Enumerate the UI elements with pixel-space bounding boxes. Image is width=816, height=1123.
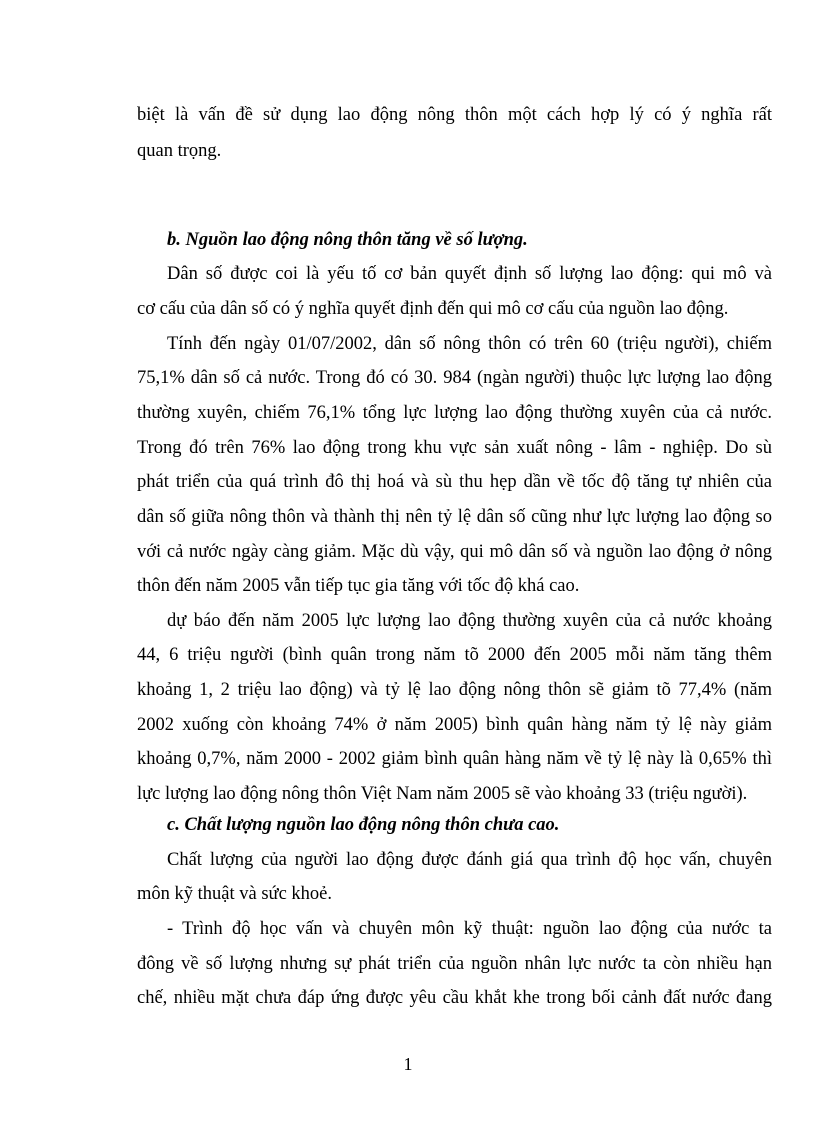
section-b-para2-line-3: thường xuyên, chiếm 76,1% tổng lực lượng lao động thường xuyên của cả nước. [137, 403, 772, 423]
section-c-heading: c. Chất lượng nguồn lao động nông thôn chưa cao. [167, 815, 560, 835]
section-b-para3-line-4: 2002 xuống còn khoảng 74% ở năm 2005) bình quân hàng năm tỷ lệ này giảm [137, 715, 772, 735]
section-b-para3-line-5: khoảng 0,7%, năm 2000 - 2002 giảm bình quân hàng năm về tỷ lệ này là 0,65% thì [137, 749, 772, 769]
intro-line-1: biệt là vấn đề sử dụng lao động nông thôn một cách hợp lý có ý nghĩa rất [137, 105, 772, 125]
section-b-para3-line-1: dự báo đến năm 2005 lực lượng lao động thường xuyên của cả nước khoảng [167, 611, 772, 631]
intro-line-2: quan trọng. [137, 141, 222, 161]
section-b-para1-line-2: cơ cấu của dân số có ý nghĩa quyết định đến qui mô cơ cấu của nguồn lao động. [137, 299, 729, 319]
section-b-para2-line-2: 75,1% dân số cả nước. Trong đó có 30. 984 (ngàn người) thuộc lực lượng lao động [137, 368, 772, 388]
page-number: 1 [403, 1054, 413, 1074]
section-b-para2-line-5: phát triển của quá trình đô thị hoá và sù thu hẹp dần về tốc độ tăng tự nhiên của [137, 472, 772, 492]
section-c-para2-line-1: - Trình độ học vấn và chuyên môn kỹ thuật: nguồn lao động của nước ta [167, 919, 772, 939]
section-c-para1-line-1: Chất lượng của người lao động được đánh giá qua trình độ học vấn, chuyên [167, 850, 772, 870]
section-b-para2-line-8: thôn đến năm 2005 vẫn tiếp tục gia tăng với tốc độ khá cao. [137, 576, 580, 596]
section-b-para3-line-3: khoảng 1, 2 triệu lao động) và tỷ lệ lao động nông thôn sẽ giảm tõ 77,4% (năm [137, 680, 772, 700]
section-b-para2-line-4: Trong đó trên 76% lao động trong khu vực sản xuất nông - lâm - nghiệp. Do sù [137, 438, 772, 458]
section-b-para2-line-6: dân số giữa nông thôn và thành thị nên tỷ lệ dân số cũng như lực lượng lao động so [137, 507, 772, 527]
section-b-para3-line-2: 44, 6 triệu người (bình quân trong năm tõ 2000 đến 2005 mỗi năm tăng thêm [137, 645, 772, 665]
section-c-para1-line-2: môn kỹ thuật và sức khoẻ. [137, 884, 332, 904]
section-c-para2-line-2: đông về số lượng nhưng sự phát triển của nguồn nhân lực nước ta còn nhiều hạn [137, 954, 772, 974]
section-b-para3-line-6: lực lượng lao động nông thôn Việt Nam năm 2005 sẽ vào khoảng 33 (triệu người). [137, 784, 748, 804]
section-c-para2-line-3: chế, nhiều mặt chưa đáp ứng được yêu cầu khắt khe trong bối cảnh đất nước đang [137, 988, 772, 1008]
section-b-heading: b. Nguồn lao động nông thôn tăng về số lượng. [167, 230, 528, 250]
section-b-para2-line-7: với cả nước ngày càng giảm. Mặc dù vậy, qui mô dân số và nguồn lao động ở nông [137, 542, 772, 562]
section-b-para1-line-1: Dân số được coi là yếu tố cơ bản quyết định số lượng lao động: qui mô và [167, 264, 772, 284]
section-b-para2-line-1: Tính đến ngày 01/07/2002, dân số nông thôn có trên 60 (triệu người), chiếm [167, 334, 772, 354]
